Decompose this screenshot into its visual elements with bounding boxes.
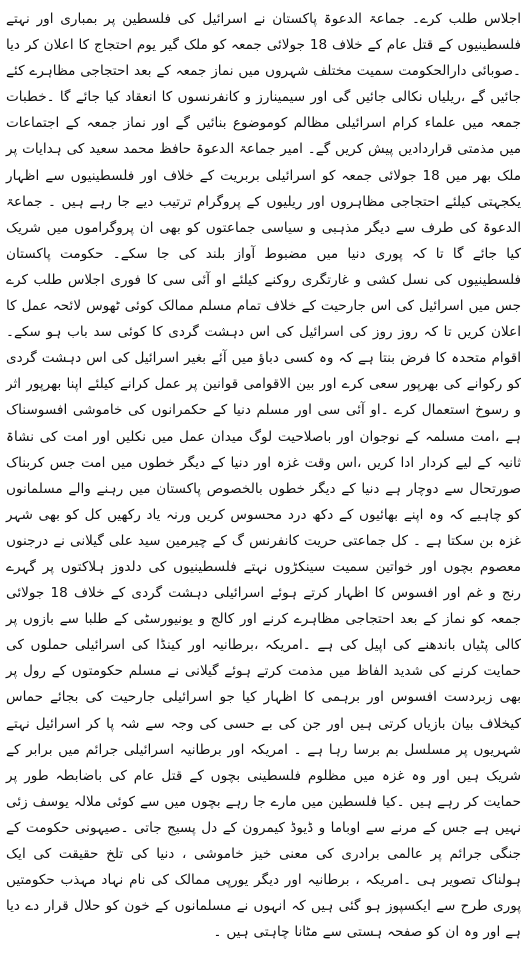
article-body: اجلاس طلب کرے۔ جماعۃ الدعوۃ پاکستان نے اسرائیل کی فلسطین پر بمباری اور نہتے فلسطینیوں کے قتل عام کے خلاف 18 جولائی جمعہ کو ملک گیر یوم احتجاج کا اعلان کر دیا ۔صوبائی دارالحکومت سمیت مختلف شہروں میں نماز جمعہ کے بعد احتجاجی مظاہرے کئے جائیں گے ،ریلیاں نکالی جائیں گی اور سیمینارز و کانفرنسوں کا انعقاد کیا جائے گا ۔خطبات جمعہ میں علماء کرام اسرائیلی مظالم کوموضوع بنائیں گے اور نماز جمعہ کے اجتماعات میں مذمتی قراردادیں پیش کریں گے۔ امیر جماعۃ الدعوۃ حافظ محمد سعید کی ہدایات پر ملک بھر میں 18 جولائی جمعہ کو اسرائیلی بربریت کے خلاف اور فلسطینیوں سے اظہار یکجہتی کیلئے احتجاجی مظاہروں اور ریلیوں کے پروگرام ترتیب دیے جا رہے ہیں ۔ جماعۃ الدعوۃ کی طرف سے دیگر مذہبی و سیاسی جماعتوں کو بھی ان پروگراموں میں شریک کیا جائے گا تا کہ پوری دنیا میں مضبوط آواز بلند کی جا سکے۔ حکومت پاکستان فلسطینیوں کی نسل کشی و غارتگری روکنے کیلئے او آئی سی کا فوری اجلاس طلب کرے جس میں اسرائیل کی اس جارحیت کے خلاف تمام مسلم ممالک کوئی ٹھوس لائحہ عمل کا اعلان کریں تا کہ روز روز کی اسرائیل کی اس دہشت گردی کا کوئی سد باب ہو سکے۔اقوام متحدہ کا فرض بنتا ہے کہ وہ کسی دباؤ میں آئے بغیر اسرائیل کی اس دہشت گردی کو رکوانے کی بھرپور سعی کرے اور بین الاقوامی قوانین پر عمل کرانے کیلئے اپنا بھرپور اثر و رسوخ استعمال کرے ۔او آئی سی اور مسلم دنیا کے حکمرانوں کی خاموشی افسوسناک ہے ،امت مسلمہ کے نوجوان اور باصلاحیت لوگ میدان عمل میں نکلیں اور امت کی نشاۃ ثانیہ کے لیے کردار ادا کریں ،اس وقت غزہ اور دنیا کے دیگر خطوں میں امت جس کربناک صورتحال سے دوچار ہے دنیا کے دیگر خطوں بالخصوص پاکستان میں رہنے والے مسلمانوں کو چاہیے کہ وہ اپنے بھائیوں کے دکھ درد محسوس کریں ورنہ یاد رکھیں کل کو بھی شہر غزہ بن سکتا ہے ۔ کل جماعتی حریت کانفرنس گ کے چیرمین سید علی گیلانی نے درجنوں معصوم بچوں اور خواتین سمیت سینکڑوں نہتے فلسطینیوں کی دلدوز ہلاکتوں پر گہرے رنج و غم اور افسوس کا اظہار کرتے ہوئے اسرائیلی دہشت گردی کے خلاف 18 جولائی جمعہ کو نماز کے بعد احتجاجی مظاہرے کرنے اور کالج و یونیورسٹی کے طلبا سے بازوں پر کالی پٹیاں باندھنے کی اپیل کی ہے ۔امریکہ ،برطانیہ اور کینڈا کی اسرائیلی حملوں کی حمایت کرنے کی شدید الفاظ میں مذمت کرتے ہوئے گیلانی نے مسلم حکومتوں کے رول پر بھی زبردست افسوس اور برہمی کا اظہار کیا جو اسرائیلی جارحیت کی بجائے حماس کیخلاف بیان بازیاں کرتی ہیں اور جن کی بے حسی کی وجہ سے شہ پا کر اسرائیل نہتے شہریوں پر مسلسل بم برسا رہا ہے ۔ امریکہ اور برطانیہ اسرائیلی جرائم میں برابر کے شریک ہیں اور وہ غزہ میں مظلوم فلسطینی بچوں کے قتل عام کی باضابطہ طور پر حمایت کر رہے ہیں ۔کیا فلسطین میں مارے جا رہے بچوں میں سے کوئی ملالہ یوسف زئی نہیں ہے جس کے مرنے سے اوباما و ڈیوڈ کیمرون کے دل پسیج جاتی ۔صیہونی حکومت کے جنگی جرائم پر عالمی برادری کی معنی خیز خاموشی ، دنیا کی تلخ حقیقت کی ایک ہولناک تصویر ہی ۔امریکہ ، برطانیہ اور دیگر یورپی ممالک کی نام نہاد مہذب حکومتیں پوری طرح سے ایکسپوز ہو گئی ہیں کہ انہوں نے مسلمانوں کے خون کو حلال قرار دے دیا ہے اور وہ ان کو صفحہ ہستی سے مٹانا چاہتی ہیں ۔ [6, 11, 521, 941]
